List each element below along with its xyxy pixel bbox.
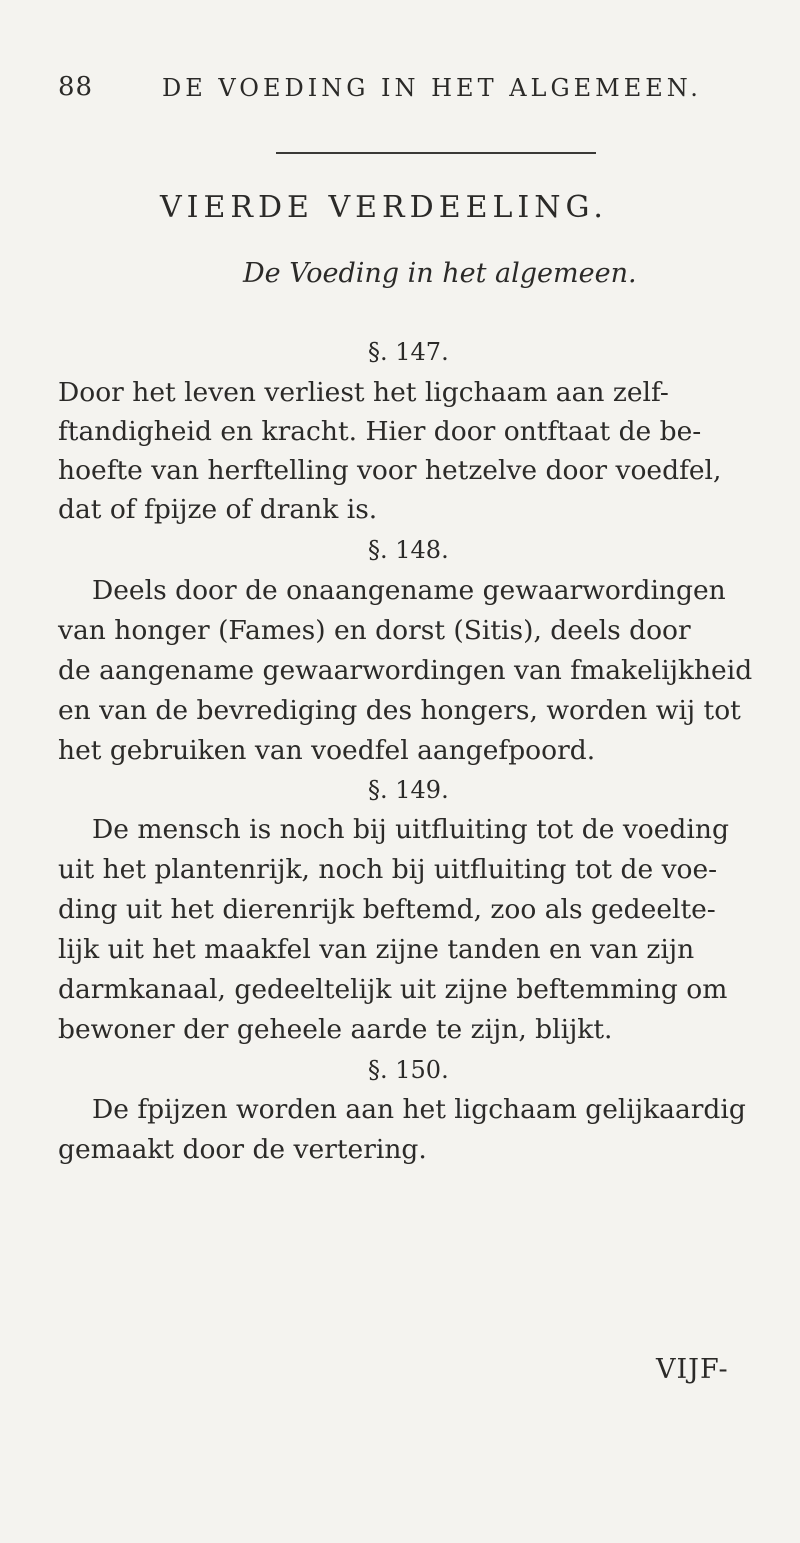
catchword: VIJF- (656, 1354, 729, 1385)
section-subtitle: De Voeding in het algemeen. (243, 258, 637, 289)
paragraph-mark-149: §. 149. (368, 776, 449, 804)
text-line: lijk uit het maakfel van zijne tanden en van zijn (58, 934, 695, 965)
text-line: ftandigheid en kracht. Hier door ontftaat de be- (58, 416, 702, 447)
text-line: hoefte van herftelling voor hetzelve door voedfel, (58, 455, 722, 486)
text-line: dat of fpijze of drank is. (58, 494, 378, 525)
running-title: DE VOEDING IN HET ALGEMEEN. (162, 74, 702, 102)
text-line: gemaakt door de vertering. (58, 1134, 427, 1165)
running-head (58, 72, 758, 112)
text-line: Deels door de onaangename gewaarwordingen (92, 575, 726, 606)
text-line: De mensch is noch bij uitfluiting tot de voeding (92, 814, 729, 845)
page-number: 88 (58, 72, 94, 102)
text-line: het gebruiken van voedfel aangefpoord. (58, 735, 596, 766)
text-line: bewoner der geheele aarde te zijn, blijkt. (58, 1014, 613, 1045)
header-rule (276, 152, 596, 154)
text-line: Door het leven verliest het ligchaam aan zelf- (58, 377, 669, 408)
text-line: De fpijzen worden aan het ligchaam gelijkaardig (92, 1094, 746, 1125)
text-line: de aangename gewaarwordingen van fmakelijkheid (58, 655, 753, 686)
paragraph-mark-147: §. 147. (368, 338, 449, 366)
text-line: ding uit het dierenrijk beftemd, zoo als gedeelte- (58, 894, 716, 925)
text-line: van honger (Fames) en dorst (Sitis), deels door (58, 615, 691, 646)
paragraph-mark-150: §. 150. (368, 1056, 449, 1084)
text-line: darmkanaal, gedeeltelijk uit zijne beftemming om (58, 974, 728, 1005)
text-line: uit het plantenrijk, noch bij uitfluiting tot de voe- (58, 854, 718, 885)
paragraph-mark-148: §. 148. (368, 536, 449, 564)
text-line: en van de bevrediging des hongers, worden wij tot (58, 695, 741, 726)
section-heading: VIERDE VERDEELING. (160, 190, 608, 225)
